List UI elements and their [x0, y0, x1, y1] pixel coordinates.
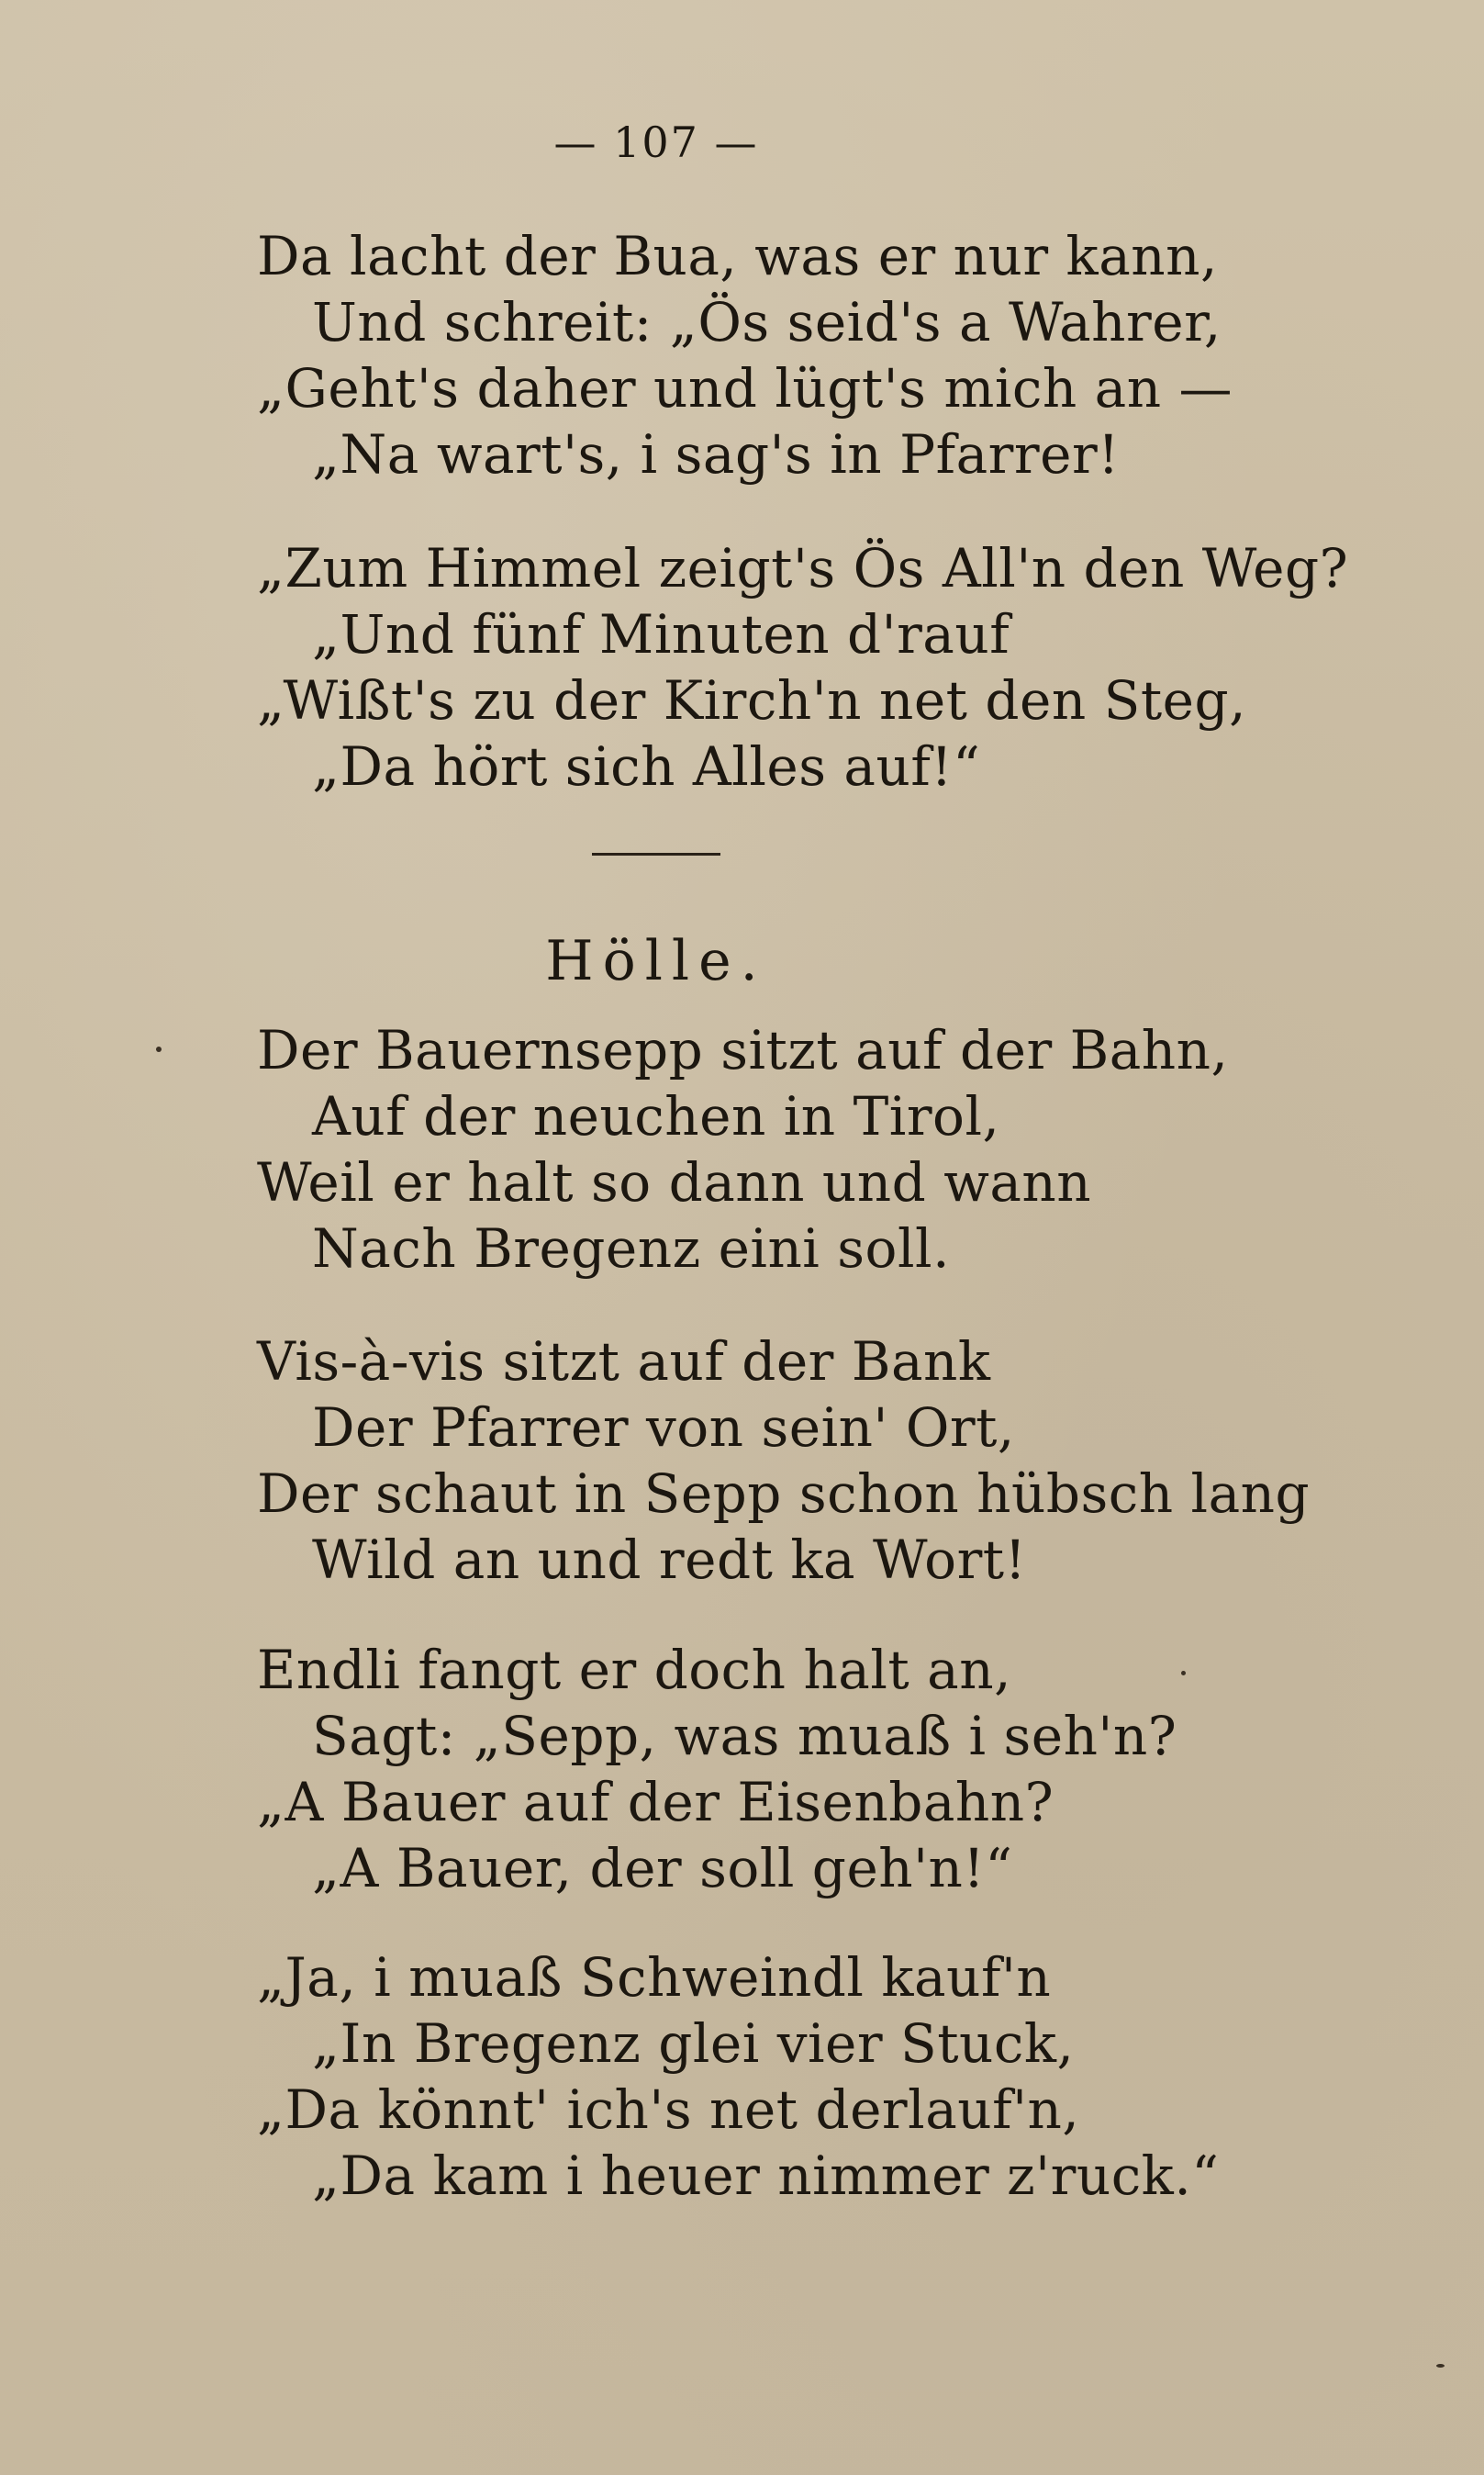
stanza-3: [257, 1017, 1312, 1282]
verse-line: „A Bauer auf der Eisenbahn?: [257, 1771, 1054, 1833]
verse-line: Wild an und redt ka Wort!: [312, 1529, 1027, 1591]
section-title: Hölle.: [545, 929, 767, 993]
stanza-4: [257, 1328, 1312, 1593]
verse-line: Weil er halt so dann und wann: [257, 1151, 1092, 1214]
verse-line: „Da kam i heuer nimmer z'ruck.“: [312, 2145, 1220, 2207]
verse-line: Sagt: „Sepp, was muaß i seh'n?: [312, 1705, 1177, 1767]
paper-speck: [156, 1047, 162, 1052]
verse-line: „Geht's daher und lügt's mich an —: [257, 357, 1233, 420]
stanza-5: [257, 1637, 1312, 1901]
paper-speck: [1181, 1671, 1186, 1675]
verse-line: „Wißt's zu der Kirch'n net den Steg,: [257, 669, 1247, 732]
verse-line: Der Pfarrer von sein' Ort,: [312, 1396, 1015, 1459]
verse-line: „Zum Himmel zeigt's Ös All'n den Weg?: [257, 537, 1349, 599]
page-number: — 107 —: [553, 118, 759, 167]
verse-line: Der Bauernsepp sitzt auf der Bahn,: [257, 1019, 1229, 1081]
verse-line: Auf der neuchen in Tirol,: [312, 1085, 1000, 1148]
section-divider: [592, 853, 720, 856]
verse-line: „In Bregenz glei vier Stuck,: [312, 2012, 1075, 2075]
verse-line: Nach Bregenz eini soll.: [312, 1217, 951, 1280]
verse-line: „Da könnt' ich's net derlauf'n,: [257, 2078, 1080, 2141]
verse-line: Vis-à-vis sitzt auf der Bank: [257, 1330, 991, 1393]
verse-line: „Da hört sich Alles auf!“: [312, 735, 981, 798]
verse-line: „Ja, i muaß Schweindl kauf'n: [257, 1946, 1052, 2009]
stanza-6: [257, 1944, 1312, 2209]
verse-line: „Und fünf Minuten d'rauf: [312, 603, 1010, 666]
verse-line: Der schaut in Sepp schon hübsch lang: [257, 1462, 1311, 1525]
verse-line: Und schreit: „Ös seid's a Wahrer,: [312, 291, 1222, 353]
verse-line: Endli fangt er doch halt an,: [257, 1639, 1012, 1701]
paper-speck: [1436, 2364, 1445, 2368]
verse-line: Da lacht der Bua, was er nur kann,: [257, 225, 1218, 287]
stanza-2: [257, 535, 1349, 800]
stanza-1: [257, 223, 1312, 487]
verse-line: „A Bauer, der soll geh'n!“: [312, 1837, 1013, 1899]
verse-line: „Na wart's, i sag's in Pfarrer!: [312, 423, 1120, 486]
